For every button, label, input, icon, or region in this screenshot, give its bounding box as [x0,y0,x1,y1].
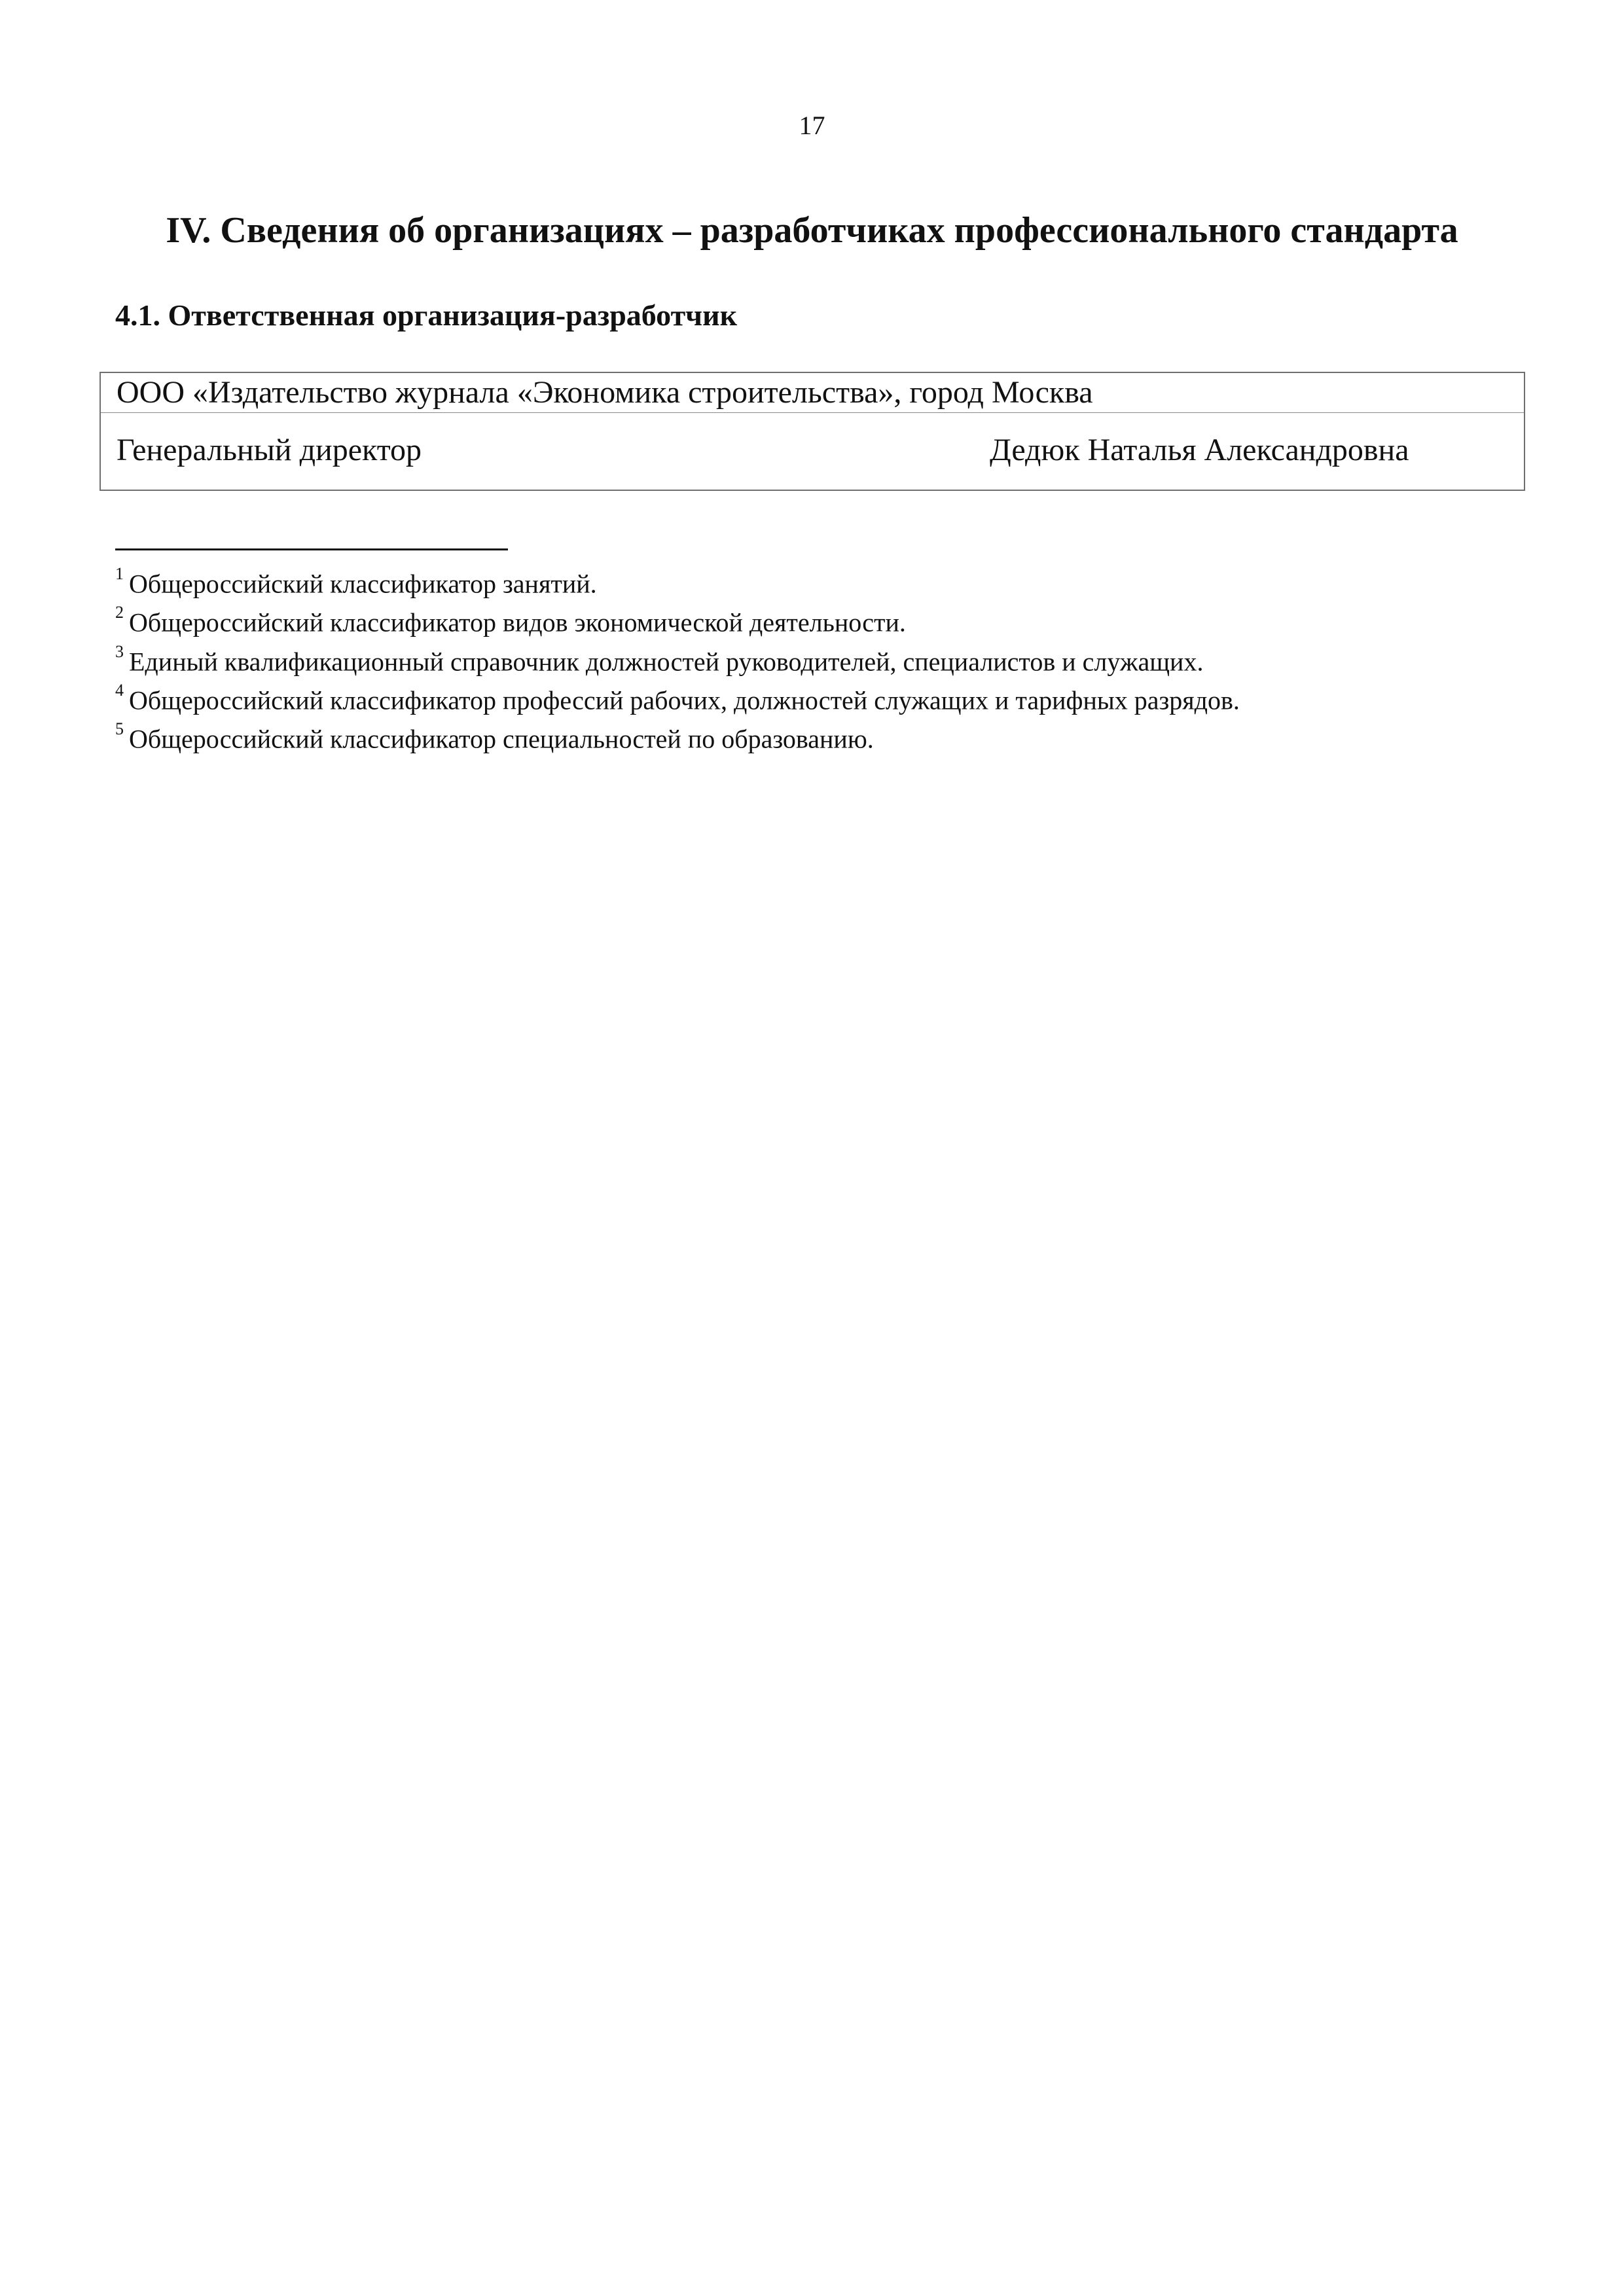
footnote-mark: 3 [115,641,124,661]
subsection-title: 4.1. Ответственная организация-разработчик [115,298,738,332]
footnote-5 [115,717,1490,755]
signatory-row [101,412,1524,491]
footnotes [115,562,1490,756]
footnote-mark: 4 [115,680,124,700]
footnote-text: Общероссийский классификатор занятий. [129,569,597,599]
footnote-2 [115,600,1490,639]
footnote-mark: 5 [115,719,124,739]
organization-name: ООО «Издательство журнала «Экономика строительства», город Москва [117,375,1093,410]
footnote-1 [115,562,1490,600]
footnote-mark: 2 [115,603,124,622]
section-title: IV. Сведения об организациях – разработчиках профессионального стандарта [166,210,1458,251]
footnote-text: Общероссийский классификатор профессий рабочих, должностей служащих и тарифных разрядов. [129,685,1240,715]
footnote-text: Общероссийский классификатор видов экономической деятельности. [129,607,906,637]
page-number: 17 [799,111,825,140]
signatory-position: Генеральный директор [117,433,422,467]
footnote-mark: 1 [115,564,124,583]
organization-name-row [101,373,1524,413]
footnote-text: Единый квалификационный справочник должностей руководителей, специалистов и служащих. [129,646,1204,676]
footnote-separator [115,548,508,550]
footnote-text: Общероссийский классификатор специальностей по образованию. [129,724,874,754]
developer-organization-table [99,372,1525,491]
footnote-4 [115,678,1490,717]
signatory-name: Дедюк Наталья Александровна [990,433,1409,467]
footnote-3 [115,639,1490,678]
